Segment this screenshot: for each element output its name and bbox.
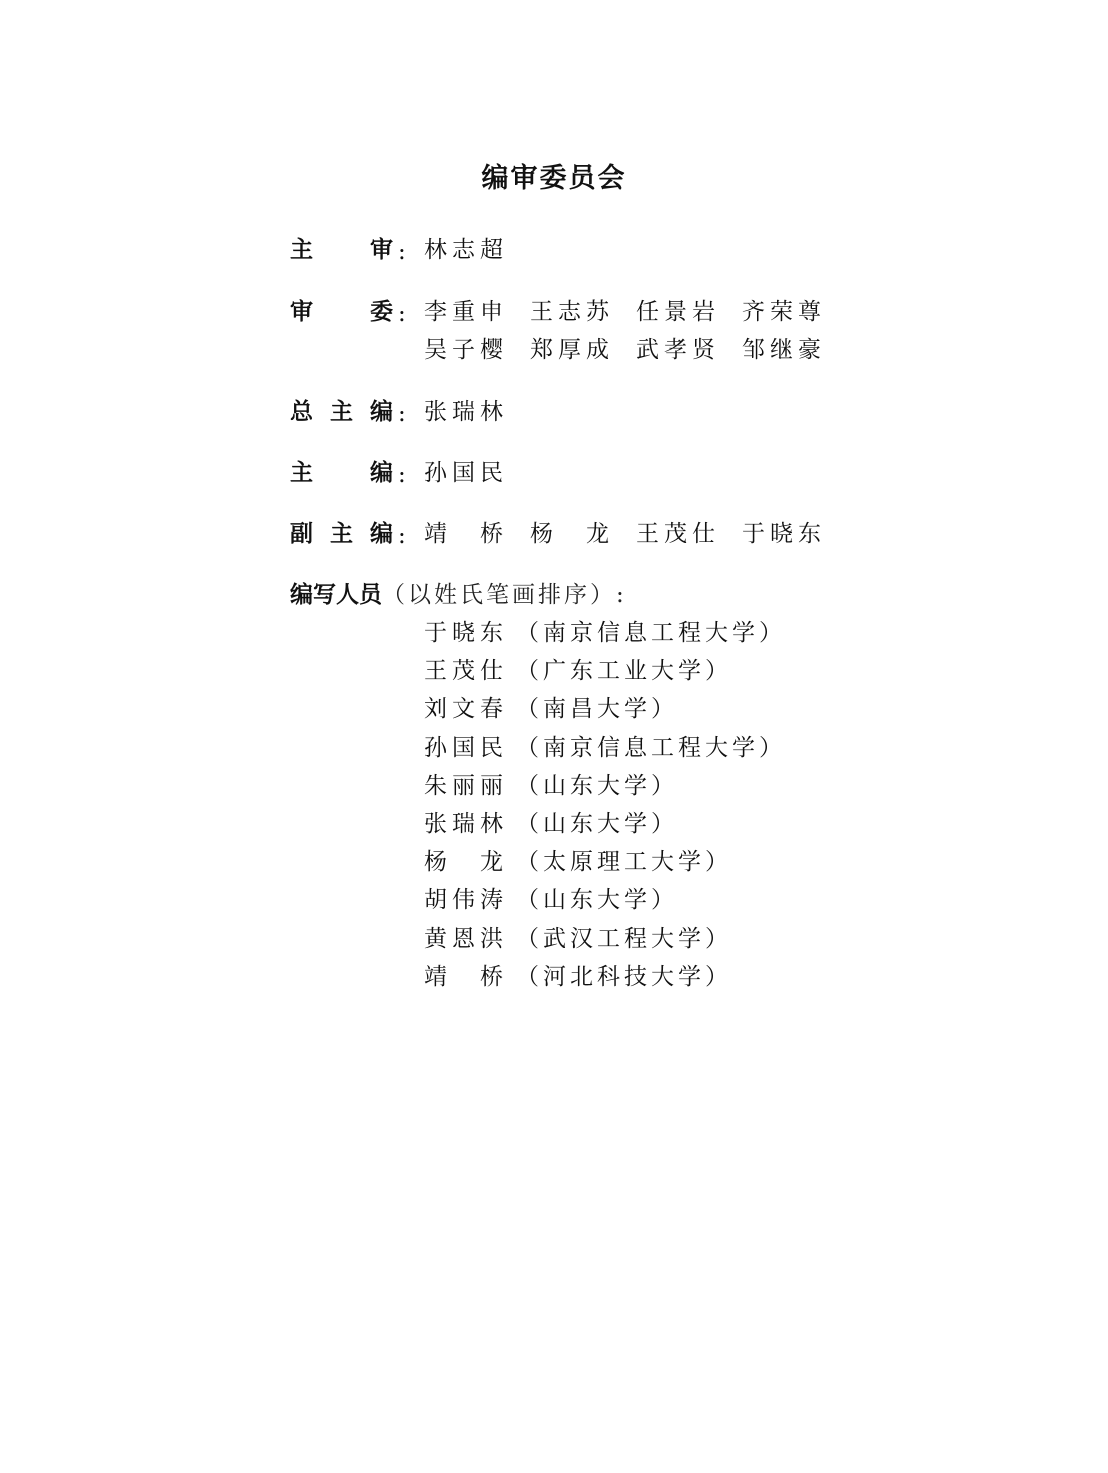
role-label-char: 总 [290,399,313,425]
role-colon: : [398,462,406,488]
role-label-char: 主 [290,237,313,263]
writer-affiliation: （山东大学） [516,772,678,799]
role-label-char: 主 [290,460,313,486]
role-colon: : [398,523,406,549]
writer-name: 朱丽丽 [424,772,508,799]
writers-heading-note: （以姓氏笔画排序） [382,582,616,608]
writer-affiliation: （山东大学） [516,810,678,837]
role-label-char: 主 [330,399,353,425]
person-name: 于晓东 [742,521,826,547]
role-label [290,454,402,492]
writer-affiliation: （武汉工程大学） [516,925,732,952]
person-name: 齐荣尊 [742,299,826,325]
writer-affiliation: （南京信息工程大学） [516,734,786,761]
person-name: 吴子樱 [424,337,508,363]
person-name: 武孝贤 [636,337,720,363]
writer-name: 张瑞林 [424,810,508,837]
writers-heading [290,576,627,614]
person-name: 孙国民 [424,460,508,486]
role-label [290,393,402,431]
person-name: 张瑞林 [424,399,508,425]
role-label-char: 审 [370,237,393,263]
page-title: 编审委员会 [481,163,627,194]
writer-name: 王茂仕 [424,658,508,685]
role-label-char: 编 [370,521,393,547]
role-label [290,515,402,553]
role-label-char: 委 [370,299,393,325]
role-label-char: 编 [370,399,393,425]
writers-heading-label: 编写人员 [290,582,382,608]
person-name: 邹继豪 [742,337,826,363]
role-label [290,231,402,269]
person-name: 任景岩 [636,299,720,325]
role-colon: : [398,401,406,427]
person-name: 靖 桥 [424,521,508,547]
writers-heading-colon: : [616,582,627,608]
writer-affiliation: （广东工业大学） [516,658,732,685]
person-name: 王茂仕 [636,521,720,547]
role-label-char: 主 [330,521,353,547]
writer-name: 孙国民 [424,734,508,761]
writer-name: 于晓东 [424,620,508,646]
role-label [290,293,402,331]
role-label-char: 副 [290,521,313,547]
writer-name: 靖 桥 [424,963,508,990]
writer-affiliation: （河北科技大学） [516,963,732,990]
writer-name: 黄恩洪 [424,925,508,952]
role-colon: : [398,239,406,265]
role-colon: : [398,301,406,327]
person-name: 林志超 [424,237,508,263]
writer-name: 胡伟涛 [424,887,508,914]
person-name: 李重申 [424,299,508,325]
writer-name: 杨 龙 [424,849,508,876]
writer-affiliation: （太原理工大学） [516,849,732,876]
person-name: 郑厚成 [530,337,614,363]
person-name: 王志苏 [530,299,614,325]
role-label-char: 审 [290,299,313,325]
writer-affiliation: （南京信息工程大学） [516,620,786,646]
person-name: 杨 龙 [530,521,614,547]
writer-name: 刘文春 [424,696,508,723]
role-label-char: 编 [370,460,393,486]
writer-affiliation: （南昌大学） [516,696,678,723]
writer-affiliation: （山东大学） [516,887,678,914]
